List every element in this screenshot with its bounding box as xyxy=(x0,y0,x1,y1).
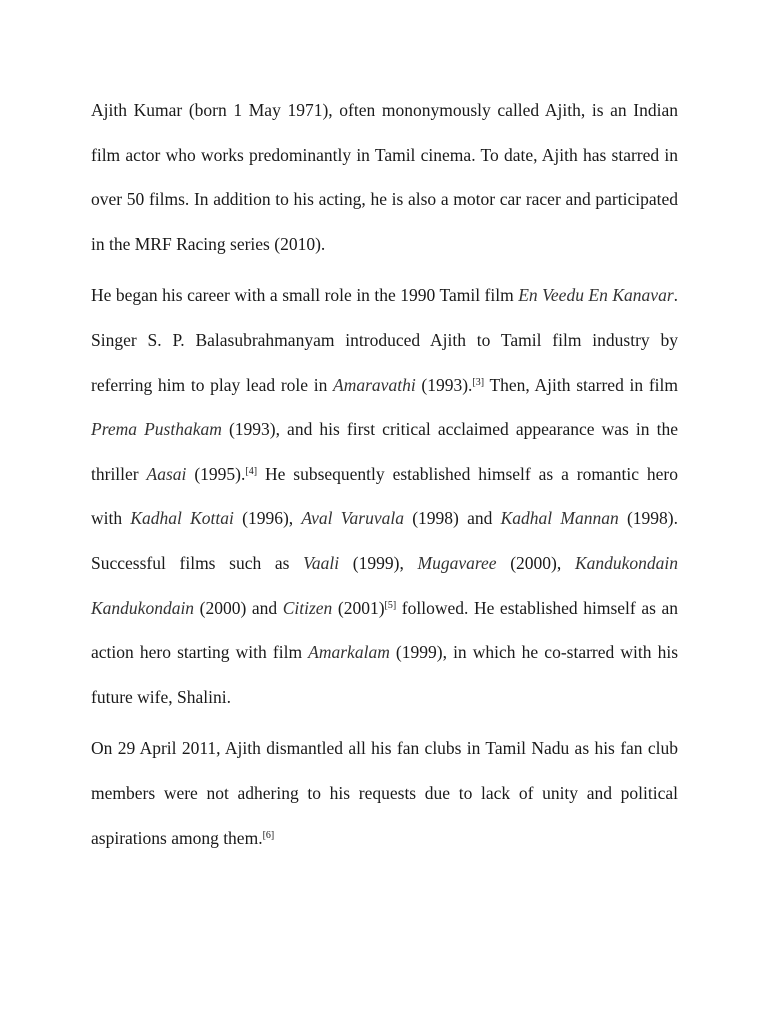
film-title-kandukondain-2: Kandukondain xyxy=(91,597,195,618)
career-text-3: (1993). xyxy=(415,374,473,395)
film-title-citizen: Citizen xyxy=(282,597,333,618)
reference-3-link[interactable]: [3] xyxy=(472,376,485,388)
career-text-2: . Singer S. P. Balasubrahmanyam introduced Ajith to Tamil film industry by referring him to play lead role in xyxy=(91,285,678,395)
career-text-1: He began his career with a small role in the 1990 Tamil film xyxy=(91,285,519,306)
career-text-14: (2000) and xyxy=(194,597,283,618)
film-title-kadhal-mannan: Kadhal Mannan xyxy=(500,508,619,529)
reference-4-link[interactable]: [4] xyxy=(245,465,258,477)
paragraph-fan-clubs xyxy=(91,726,678,860)
film-title-amarkalam: Amarkalam xyxy=(308,642,390,663)
career-text-15: (2001) xyxy=(332,597,385,618)
career-text-11: (1999), xyxy=(339,552,418,573)
intro-text: Ajith Kumar (born 1 May 1971), often mononymously called Ajith, is an Indian film actor who works predominantly in Tamil cinema. To date, Ajith has starred in over 50 films. In addition to his acting, he is also a motor car racer and participated in the MRF Racing series (2010). xyxy=(91,100,678,254)
film-title-vaali: Vaali xyxy=(303,552,340,573)
film-title-aval-varuvala: Aval Varuvala xyxy=(301,508,404,529)
film-title-mugavaree: Mugavaree xyxy=(417,552,497,573)
career-text-10: (1998). Successful films such as xyxy=(91,508,679,573)
film-title-kadhal-kottai: Kadhal Kottai xyxy=(130,508,234,529)
career-text-5: (1993), and his first critical acclaimed appearance was in the thriller xyxy=(91,419,678,484)
career-text-17: (1999), in which he co-starred with his future wife, Shalini. xyxy=(91,642,679,707)
film-title-amaravathi: Amaravathi xyxy=(333,374,416,395)
career-text-7: He subsequently established himself as a romantic hero with xyxy=(91,463,679,529)
film-title-prema-pusthakam: Prema Pusthakam xyxy=(91,419,222,440)
film-title-en-veedu-en-kanavar: En Veedu En Kanavar xyxy=(518,285,674,306)
career-text-6: (1995). xyxy=(186,463,246,484)
career-text-8: (1996), xyxy=(233,508,302,529)
fan-clubs-text: On 29 April 2011, Ajith dismantled all his fan clubs in Tamil Nadu as his fan club members were not adhering to his requests due to lack of unity and political aspirations among them. xyxy=(91,738,678,848)
career-text-12: (2000), xyxy=(496,552,575,573)
career-text-9: (1998) and xyxy=(403,508,501,529)
paragraph-career xyxy=(91,273,678,719)
career-text-4: Then, Ajith starred in film xyxy=(484,374,679,395)
document-page xyxy=(91,88,678,860)
reference-6-link[interactable]: [6] xyxy=(262,829,275,841)
film-title-kandukondain-1: Kandukondain xyxy=(574,552,678,573)
reference-5-link[interactable]: [5] xyxy=(384,599,397,611)
career-text-16: followed. He established himself as an action hero starting with film xyxy=(91,597,678,663)
film-title-aasai: Aasai xyxy=(146,463,187,484)
paragraph-intro xyxy=(91,88,678,266)
